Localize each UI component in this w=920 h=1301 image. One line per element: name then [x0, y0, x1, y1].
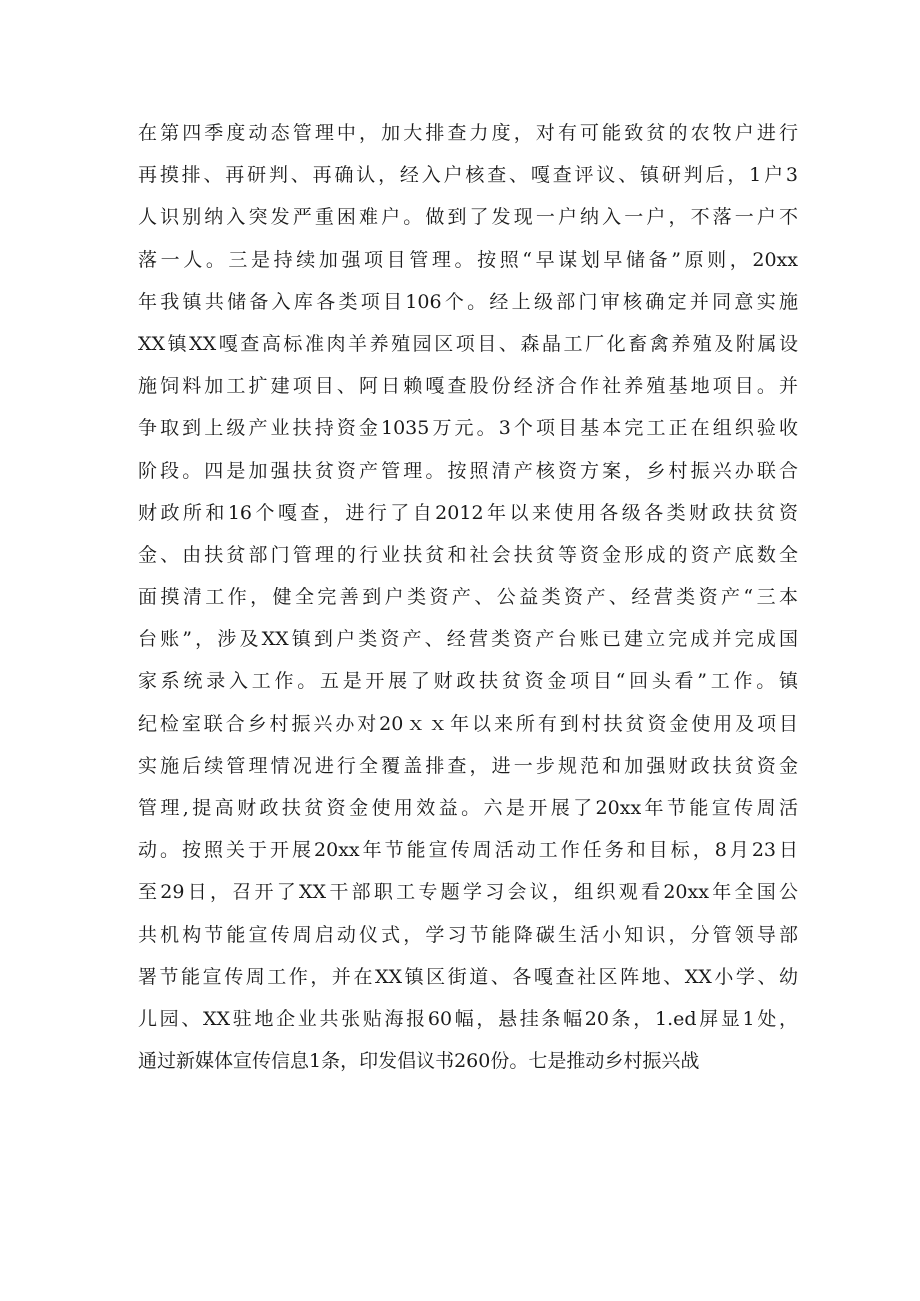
text-line-18: 动。按照关于开展20xx年节能宣传周活动工作任务和目标，8月23日: [138, 839, 798, 862]
text-line-17: 管理,提高财政扶贫资金使用效益。六是开展了20xx年节能宣传周活: [138, 797, 798, 819]
text-line-1: 在第四季度动态管理中，加大排查力度，对有可能致贫的农牧户进行: [138, 122, 798, 144]
text-line-5: 年我镇共储备入库各类项目106个。经上级部门审核确定并同意实施: [138, 290, 798, 313]
text-line-19: 至29日，召开了XX干部职工专题学习会议，组织观看20xx年全国公: [138, 881, 798, 904]
text-line-2: 再摸排、再研判、再确认，经入户核查、嘎查评议、镇研判后，1户3: [138, 164, 798, 187]
body-text: [138, 112, 798, 1082]
text-line-6: XX镇XX嘎查高标准肉羊养殖园区项目、森晶工厂化畜禽养殖及附属设: [138, 332, 798, 355]
text-line-22: 儿园、XX驻地企业共张贴海报60幅，悬挂条幅20条，1.ed屏显1处，: [138, 1007, 798, 1030]
text-line-20: 共机构节能宣传周启动仪式，学习节能降碳生活小知识，分管领导部: [138, 923, 798, 946]
text-line-11: 金、由扶贫部门管理的行业扶贫和社会扶贫等资金形成的资产底数全: [138, 543, 798, 566]
text-line-14: 家系统录入工作。五是开展了财政扶贫资金项目“回头看”工作。镇: [138, 670, 798, 693]
text-line-16: 实施后续管理情况进行全覆盖排查，进一步规范和加强财政扶贫资金: [138, 754, 798, 777]
text-line-3: 人识别纳入突发严重困难户。做到了发现一户纳入一户，不落一户不: [138, 206, 798, 229]
text-line-13: 台账”，涉及XX镇到户类资产、经营类资产台账已建立完成并完成国: [138, 628, 798, 651]
text-line-21: 署节能宣传周工作，并在XX镇区街道、各嘎查社区阵地、XX小学、幼: [138, 965, 798, 988]
text-line-8: 争取到上级产业扶持资金1035万元。3个项目基本完工正在组织验收: [138, 417, 798, 440]
text-line-15: 纪检室联合乡村振兴办对20ｘｘ年以来所有到村扶贫资金使用及项目: [138, 712, 798, 735]
text-line-12: 面摸清工作，健全完善到户类资产、公益类资产、经营类资产“三本: [138, 586, 798, 609]
text-line-9: 阶段。四是加强扶贫资产管理。按照清产核资方案，乡村振兴办联合: [138, 459, 798, 482]
text-line-10: 财政所和16个嘎查，进行了自2012年以来使用各级各类财政扶贫资: [138, 501, 798, 524]
text-line-7: 施饲料加工扩建项目、阿日赖嘎查股份经济合作社养殖基地项目。并: [138, 375, 798, 398]
text-line-23: 通过新媒体宣传信息1条，印发倡议书260份。七是推动乡村振兴战: [138, 1050, 700, 1073]
text-line-4: 落一人。三是持续加强项目管理。按照“早谋划早储备”原则，20xx: [138, 248, 798, 271]
